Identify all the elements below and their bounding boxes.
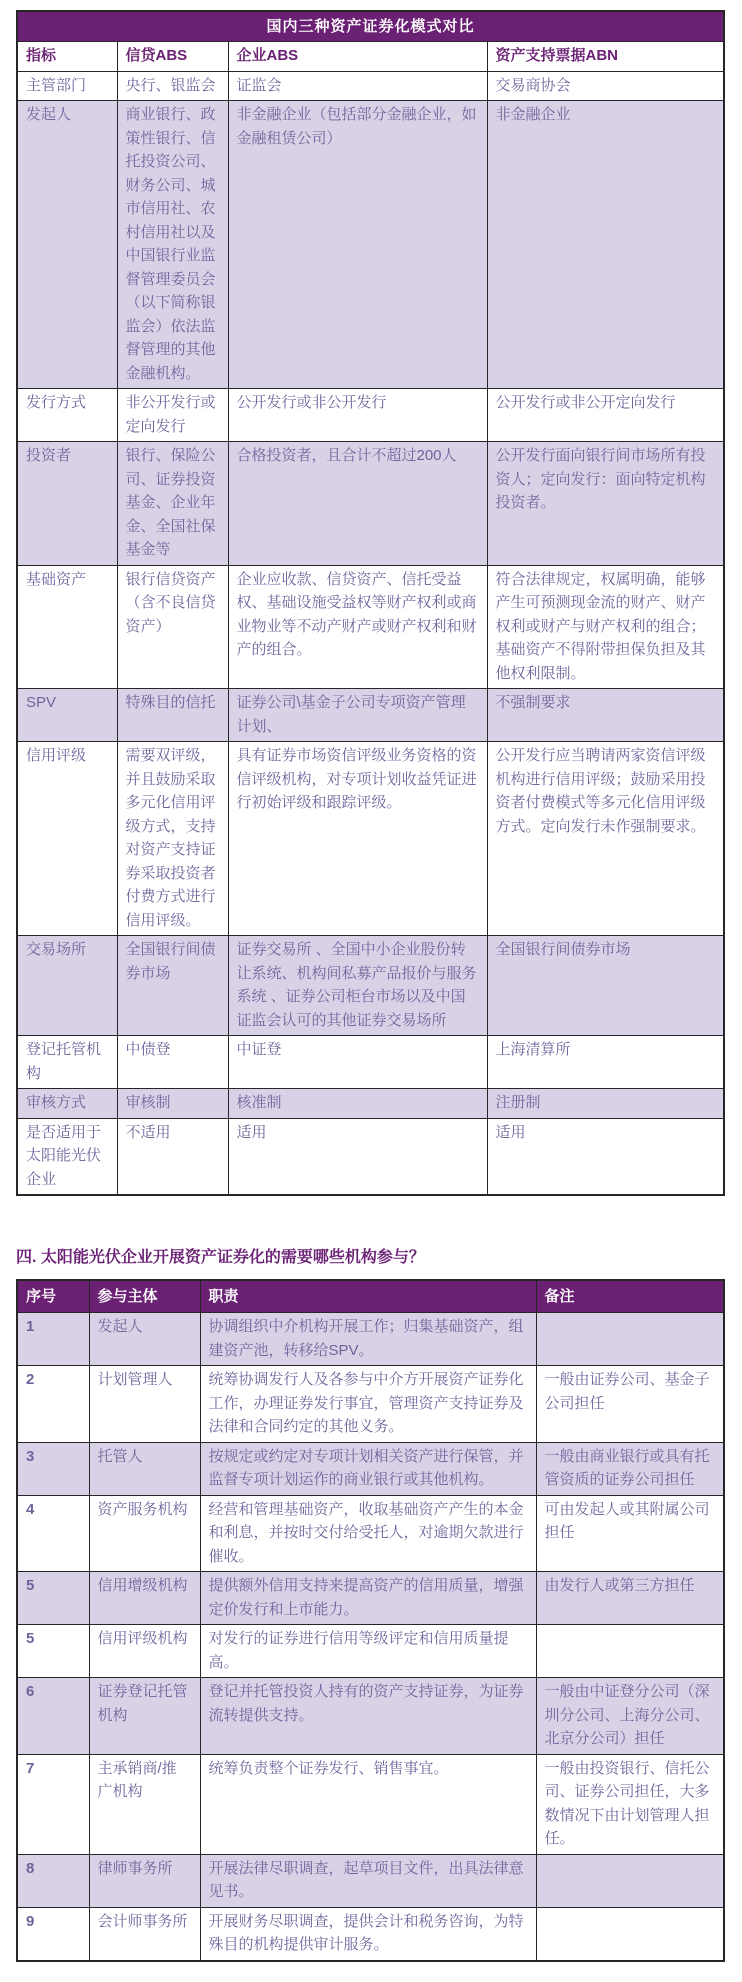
row-number: 5 bbox=[17, 1625, 89, 1678]
table-cell: 公开发行或非公开发行 bbox=[228, 389, 487, 442]
row-number: 7 bbox=[17, 1754, 89, 1854]
duty-cell: 提供额外信用支持来提高资产的信用质量，增强定价发行和上市能力。 bbox=[200, 1572, 536, 1625]
table-row-registrar bbox=[17, 1036, 724, 1089]
duty-cell: 开展财务尽职调查，提供会计和税务咨询，为特殊目的机构提供审计服务。 bbox=[200, 1907, 536, 1961]
table-row-plan-manager bbox=[17, 1366, 724, 1443]
column-header-note: 备注 bbox=[536, 1280, 724, 1313]
note-cell: 一般由投资银行、信托公司、证券公司担任，大多数情况下由计划管理人担任。 bbox=[536, 1754, 724, 1854]
row-label: 审核方式 bbox=[17, 1089, 117, 1119]
column-header-participant: 参与主体 bbox=[89, 1280, 200, 1313]
table-cell: 交易商协会 bbox=[487, 71, 724, 101]
table-cell: 具有证券市场资信评级业务资格的资信评级机构，对专项计划收益凭证进行初始评级和跟踪评级。 bbox=[228, 742, 487, 936]
table-row-regulator bbox=[17, 71, 724, 101]
table-row-originator bbox=[17, 1313, 724, 1366]
table-cell: 适用 bbox=[487, 1118, 724, 1195]
duty-cell: 按规定或约定对专项计划相关资产进行保管，并监督专项计划运作的商业银行或其他机构。 bbox=[200, 1442, 536, 1495]
table-cell: 中债登 bbox=[117, 1036, 228, 1089]
note-cell: 一般由证券公司、基金子公司担任 bbox=[536, 1366, 724, 1443]
column-header-no: 序号 bbox=[17, 1280, 89, 1313]
participant-cell: 资产服务机构 bbox=[89, 1495, 200, 1572]
participant-cell: 律师事务所 bbox=[89, 1854, 200, 1907]
duty-cell: 经营和管理基础资产，收取基础资产产生的本金和利息，并按时交付给受托人，对逾期欠款进行催收。 bbox=[200, 1495, 536, 1572]
row-label: 主管部门 bbox=[17, 71, 117, 101]
table-cell: 证券公司\基金子公司专项资产管理计划、 bbox=[228, 689, 487, 742]
table-cell: 不强制要求 bbox=[487, 689, 724, 742]
participant-cell: 计划管理人 bbox=[89, 1366, 200, 1443]
table1-header-row bbox=[17, 42, 724, 72]
table-row-asset-servicer bbox=[17, 1495, 724, 1572]
table-cell: 适用 bbox=[228, 1118, 487, 1195]
row-number: 8 bbox=[17, 1854, 89, 1907]
participant-cell: 信用评级机构 bbox=[89, 1625, 200, 1678]
table-cell: 银行信贷资产（含不良信贷资产） bbox=[117, 565, 228, 689]
table-cell: 符合法律规定，权属明确，能够产生可预测现金流的财产、财产权利或财产与财产权利的组合；基础资产不得附带担保负担及其他权利限制。 bbox=[487, 565, 724, 689]
table-cell: 公开发行或非公开定向发行 bbox=[487, 389, 724, 442]
note-cell bbox=[536, 1625, 724, 1678]
row-label: 发行方式 bbox=[17, 389, 117, 442]
table-cell: 上海清算所 bbox=[487, 1036, 724, 1089]
table-cell: 非金融企业（包括部分金融企业，如金融租赁公司） bbox=[228, 101, 487, 389]
row-number: 5 bbox=[17, 1572, 89, 1625]
duty-cell: 对发行的证券进行信用等级评定和信用质量提高。 bbox=[200, 1625, 536, 1678]
table-row-solar-applicability bbox=[17, 1118, 724, 1195]
row-label: 发起人 bbox=[17, 101, 117, 389]
duty-cell: 协调组织中介机构开展工作；归集基础资产，组建资产池，转移给SPV。 bbox=[200, 1313, 536, 1366]
table-row-lead-underwriter bbox=[17, 1754, 724, 1854]
note-cell bbox=[536, 1907, 724, 1961]
participant-cell: 主承销商/推广机构 bbox=[89, 1754, 200, 1854]
duty-cell: 登记并托管投资人持有的资产支持证券，为证券流转提供支持。 bbox=[200, 1678, 536, 1755]
row-number: 1 bbox=[17, 1313, 89, 1366]
row-number: 4 bbox=[17, 1495, 89, 1572]
table-row-registrar bbox=[17, 1678, 724, 1755]
row-number: 3 bbox=[17, 1442, 89, 1495]
row-number: 2 bbox=[17, 1366, 89, 1443]
table-cell: 公开发行应当聘请两家资信评级机构进行信用评级；鼓励采用投资者付费模式等多元化信用评级方式。定向发行未作强制要求。 bbox=[487, 742, 724, 936]
table-cell: 非金融企业 bbox=[487, 101, 724, 389]
table-row-accounting-firm bbox=[17, 1907, 724, 1961]
table-cell: 证监会 bbox=[228, 71, 487, 101]
row-label: 登记托管机构 bbox=[17, 1036, 117, 1089]
table-cell: 全国银行间债券市场 bbox=[117, 936, 228, 1036]
table-cell: 证券交易所 、全国中小企业股份转让系统、机构间私募产品报价与服务系统 、证券公司柜台市场以及中国证监会认可的其他证券交易场所 bbox=[228, 936, 487, 1036]
participant-cell: 信用增级机构 bbox=[89, 1572, 200, 1625]
table-row-rating-agency bbox=[17, 1625, 724, 1678]
table-cell: 央行、银监会 bbox=[117, 71, 228, 101]
table-cell: 商业银行、政策性银行、信托投资公司、财务公司、城市信用社、农村信用社以及中国银行业监督管理委员会（以下简称银监会）依法监督管理的其他金融机构。 bbox=[117, 101, 228, 389]
table-row-spv bbox=[17, 689, 724, 742]
note-cell: 可由发起人或其附属公司担任 bbox=[536, 1495, 724, 1572]
table-cell: 企业应收款、信贷资产、信托受益权、基础设施受益权等财产权利或商业物业等不动产财产或财产权利和财产的组合。 bbox=[228, 565, 487, 689]
table-row-review-method bbox=[17, 1089, 724, 1119]
table-cell: 核准制 bbox=[228, 1089, 487, 1119]
note-cell: 一般由中证登分公司（深圳分公司、上海分公司、北京分公司）担任 bbox=[536, 1678, 724, 1755]
row-number: 6 bbox=[17, 1678, 89, 1755]
participant-cell: 发起人 bbox=[89, 1313, 200, 1366]
table-row-trading-venue bbox=[17, 936, 724, 1036]
participant-cell: 托管人 bbox=[89, 1442, 200, 1495]
row-label: 基础资产 bbox=[17, 565, 117, 689]
table-cell: 不适用 bbox=[117, 1118, 228, 1195]
column-header-duty: 职责 bbox=[200, 1280, 536, 1313]
column-header-indicator: 指标 bbox=[17, 42, 117, 72]
table-row-underlying-assets bbox=[17, 565, 724, 689]
table-cell: 需要双评级，并且鼓励采取多元化信用评级方式，支持对资产支持证券采取投资者付费方式进行信用评级。 bbox=[117, 742, 228, 936]
participants-table bbox=[16, 1279, 725, 1962]
row-label: 信用评级 bbox=[17, 742, 117, 936]
table1-title: 国内三种资产证券化模式对比 bbox=[17, 11, 724, 42]
row-label: 是否适用于太阳能光伏企业 bbox=[17, 1118, 117, 1195]
note-cell: 一般由商业银行或具有托管资质的证券公司担任 bbox=[536, 1442, 724, 1495]
table-cell: 全国银行间债券市场 bbox=[487, 936, 724, 1036]
column-header-abn: 资产支持票据ABN bbox=[487, 42, 724, 72]
note-cell: 由发行人或第三方担任 bbox=[536, 1572, 724, 1625]
column-header-corporate-abs: 企业ABS bbox=[228, 42, 487, 72]
comparison-table bbox=[16, 10, 725, 1196]
row-number: 9 bbox=[17, 1907, 89, 1961]
table-cell: 特殊目的信托 bbox=[117, 689, 228, 742]
note-cell bbox=[536, 1854, 724, 1907]
table2-header-row bbox=[17, 1280, 724, 1313]
table-row-issue-method bbox=[17, 389, 724, 442]
table-row-law-firm bbox=[17, 1854, 724, 1907]
table-cell: 审核制 bbox=[117, 1089, 228, 1119]
table-cell: 非公开发行或定向发行 bbox=[117, 389, 228, 442]
participant-cell: 证券登记托管机构 bbox=[89, 1678, 200, 1755]
note-cell bbox=[536, 1313, 724, 1366]
row-label: 投资者 bbox=[17, 442, 117, 566]
table-cell: 银行、保险公司、证券投资基金、企业年金、全国社保基金等 bbox=[117, 442, 228, 566]
table1-title-row bbox=[17, 11, 724, 42]
table-cell: 中证登 bbox=[228, 1036, 487, 1089]
participant-cell: 会计师事务所 bbox=[89, 1907, 200, 1961]
row-label: SPV bbox=[17, 689, 117, 742]
section-heading: 四. 太阳能光伏企业开展资产证券化的需要哪些机构参与？ bbox=[16, 1249, 425, 1266]
table-cell: 注册制 bbox=[487, 1089, 724, 1119]
table-row-custodian bbox=[17, 1442, 724, 1495]
column-header-credit-abs: 信贷ABS bbox=[117, 42, 228, 72]
row-label: 交易场所 bbox=[17, 936, 117, 1036]
table-row-credit-rating bbox=[17, 742, 724, 936]
table-cell: 合格投资者，且合计不超过200人 bbox=[228, 442, 487, 566]
table-row-credit-enhancer bbox=[17, 1572, 724, 1625]
duty-cell: 开展法律尽职调查，起草项目文件，出具法律意见书。 bbox=[200, 1854, 536, 1907]
duty-cell: 统筹负责整个证券发行、销售事宜。 bbox=[200, 1754, 536, 1854]
duty-cell: 统筹协调发行人及各参与中介方开展资产证券化工作，办理证券发行事宜，管理资产支持证券及法律和合同约定的其他义务。 bbox=[200, 1366, 536, 1443]
table-cell: 公开发行面向银行间市场所有投资人；定向发行：面向特定机构投资者。 bbox=[487, 442, 724, 566]
table-row-investors bbox=[17, 442, 724, 566]
table-row-originator bbox=[17, 101, 724, 389]
